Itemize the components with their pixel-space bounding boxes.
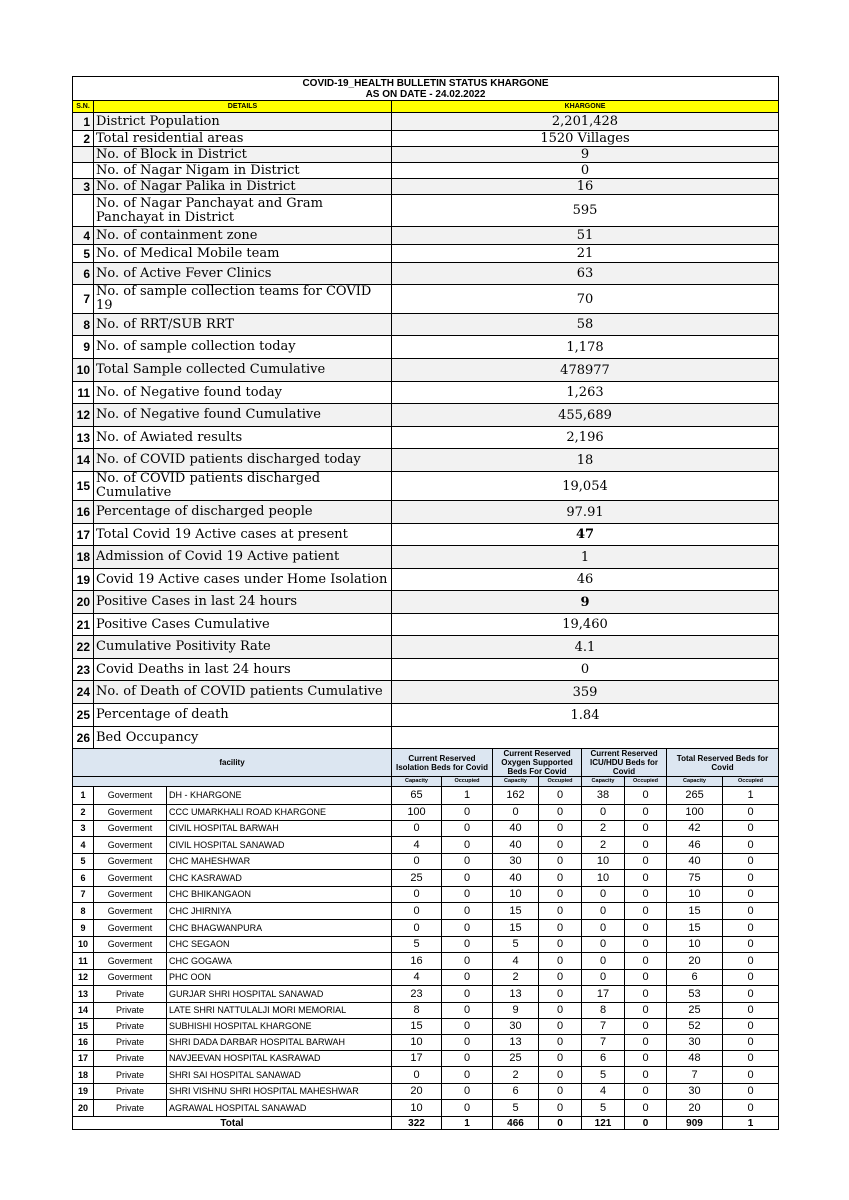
- bed-count: 5: [493, 1100, 539, 1117]
- bed-count: 0: [392, 920, 442, 937]
- bed-count: 0: [442, 837, 493, 854]
- facility-name: SHRI DADA DARBAR HOSPITAL BARWAH: [167, 1035, 392, 1051]
- bed-count: 0: [582, 805, 625, 821]
- bed-count: 17: [582, 986, 625, 1003]
- bed-count: 0: [392, 1067, 442, 1084]
- table-row: [73, 821, 779, 837]
- bed-count: 1: [442, 787, 493, 805]
- bed-count: 0: [442, 903, 493, 920]
- facility-name: SUBHISHI HOSPITAL KHARGONE: [167, 1019, 392, 1035]
- bed-count: 10: [667, 887, 723, 903]
- details-row: 16 Percentage of discharged people 97.91: [73, 501, 779, 524]
- facility-type: Goverment: [94, 787, 167, 805]
- details-row: 6 No. of Active Fever Clinics 63: [73, 263, 779, 285]
- details-row: 15 No. of COVID patients discharged Cumulative 19,054: [73, 472, 779, 501]
- facility-type: Goverment: [94, 887, 167, 903]
- bed-count: 5: [582, 1067, 625, 1084]
- facility-number: 12: [73, 970, 94, 986]
- bed-count: 40: [493, 837, 539, 854]
- bed-count: 0: [582, 903, 625, 920]
- bed-count: 7: [667, 1067, 723, 1084]
- bed-sub-header-row: [73, 777, 779, 787]
- bed-count: 0: [625, 1084, 667, 1100]
- bed-count: 0: [625, 1100, 667, 1117]
- facility-type: Private: [94, 1019, 167, 1035]
- bulletin-details-table: [72, 76, 779, 749]
- facility-type: Goverment: [94, 821, 167, 837]
- oxygen-header: Current Reserved Oxygen Supported Beds For Covid: [493, 749, 582, 777]
- table-row: [73, 787, 779, 805]
- details-row: 20 Positive Cases in last 24 hours 9: [73, 591, 779, 614]
- bulletin-title: COVID-19_HEALTH BULLETIN STATUS KHARGONE: [302, 77, 549, 89]
- details-row: 21 Positive Cases Cumulative 19,460: [73, 614, 779, 636]
- bed-count: 0: [723, 986, 779, 1003]
- bed-count: 6: [667, 970, 723, 986]
- bed-count: 0: [625, 1003, 667, 1019]
- bed-count: 0: [442, 887, 493, 903]
- details-row: 1 District Population 2,201,428: [73, 113, 779, 131]
- bed-count: 0: [539, 805, 582, 821]
- bed-count: 10: [392, 1100, 442, 1117]
- occupied-header: Occupied: [723, 777, 779, 787]
- facility-name: LATE SHRI NATTULALJI MORI MEMORIAL: [167, 1003, 392, 1019]
- bed-count: 0: [723, 821, 779, 837]
- bed-count: 40: [667, 854, 723, 870]
- bed-count: 0: [442, 953, 493, 970]
- facility-type: Private: [94, 986, 167, 1003]
- bed-group-header-row: [73, 749, 779, 777]
- bed-count: 0: [392, 887, 442, 903]
- bed-count: 20: [667, 953, 723, 970]
- bed-count: 30: [493, 1019, 539, 1035]
- bed-count: 0: [539, 870, 582, 887]
- capacity-header: Capacity: [493, 777, 539, 787]
- table-row: [73, 805, 779, 821]
- bed-count: 10: [582, 870, 625, 887]
- bed-count: 0: [625, 986, 667, 1003]
- bed-count: 100: [392, 805, 442, 821]
- bed-count: 0: [442, 854, 493, 870]
- bed-count: 25: [667, 1003, 723, 1019]
- details-row: 14 No. of COVID patients discharged today 18: [73, 449, 779, 472]
- details-row: 4 No. of containment zone 51: [73, 227, 779, 245]
- bed-count: 2: [493, 1067, 539, 1084]
- bed-count: 0: [723, 1035, 779, 1051]
- facility-number: 9: [73, 920, 94, 937]
- bed-count: 40: [493, 870, 539, 887]
- bed-count: 7: [582, 1019, 625, 1035]
- bed-rows: [73, 787, 779, 1117]
- bed-count: 0: [539, 1003, 582, 1019]
- bed-count: 162: [493, 787, 539, 805]
- table-row: [73, 1035, 779, 1051]
- details-row: 24 No. of Death of COVID patients Cumulative 359: [73, 681, 779, 704]
- occupied-header: Occupied: [539, 777, 582, 787]
- bed-count: 2: [493, 970, 539, 986]
- bed-count: 15: [667, 903, 723, 920]
- details-row: 10 Total Sample collected Cumulative 478977: [73, 359, 779, 382]
- bed-count: 0: [625, 854, 667, 870]
- bed-count: 7: [582, 1035, 625, 1051]
- bed-count: 0: [723, 1100, 779, 1117]
- bed-count: 0: [392, 903, 442, 920]
- occupied-header: Occupied: [442, 777, 493, 787]
- bed-count: 65: [392, 787, 442, 805]
- facility-number: 17: [73, 1051, 94, 1067]
- bed-count: 0: [625, 837, 667, 854]
- bed-count: 0: [723, 937, 779, 953]
- bed-count: 52: [667, 1019, 723, 1035]
- district-header: KHARGONE: [392, 101, 779, 113]
- icu-header: Current Reserved ICU/HDU Beds for Covid: [582, 749, 667, 777]
- bulletin-date: AS ON DATE - 24.02.2022: [365, 88, 486, 100]
- facility-type: Private: [94, 1100, 167, 1117]
- bed-count: 4: [582, 1084, 625, 1100]
- bed-count: 0: [442, 1084, 493, 1100]
- table-row: [73, 937, 779, 953]
- bed-count: 0: [723, 1067, 779, 1084]
- bed-count: 0: [442, 821, 493, 837]
- bed-count: 75: [667, 870, 723, 887]
- facility-type: Private: [94, 1051, 167, 1067]
- bed-count: 0: [539, 986, 582, 1003]
- details-row: 2 Total residential areas 1520 Villages: [73, 131, 779, 147]
- bed-count: 265: [667, 787, 723, 805]
- bed-count: 42: [667, 821, 723, 837]
- bed-count: 0: [442, 1019, 493, 1035]
- bed-count: 0: [539, 854, 582, 870]
- bed-count: 17: [392, 1051, 442, 1067]
- column-header-row: [73, 101, 779, 113]
- bed-total-row: Total 322 1 466 0 121 0 909 1: [73, 1117, 779, 1130]
- table-row: [73, 1019, 779, 1035]
- bed-count: 46: [667, 837, 723, 854]
- bed-count: 0: [625, 970, 667, 986]
- bed-count: 0: [582, 970, 625, 986]
- bed-count: 4: [493, 953, 539, 970]
- bed-count: 0: [539, 1067, 582, 1084]
- bed-count: 25: [493, 1051, 539, 1067]
- bed-count: 53: [667, 986, 723, 1003]
- table-row: [73, 986, 779, 1003]
- facility-name: GURJAR SHRI HOSPITAL SANAWAD: [167, 986, 392, 1003]
- bed-count: 0: [723, 854, 779, 870]
- table-row: [73, 1084, 779, 1100]
- bed-count: 0: [539, 920, 582, 937]
- table-row: [73, 870, 779, 887]
- bed-count: 10: [493, 887, 539, 903]
- bed-count: 40: [493, 821, 539, 837]
- bed-count: 0: [442, 1035, 493, 1051]
- facility-number: 19: [73, 1084, 94, 1100]
- bed-count: 8: [392, 1003, 442, 1019]
- table-row: [73, 854, 779, 870]
- table-row: [73, 837, 779, 854]
- facility-type: Goverment: [94, 953, 167, 970]
- bed-count: 5: [493, 937, 539, 953]
- facility-type: Private: [94, 1084, 167, 1100]
- bed-count: 0: [625, 937, 667, 953]
- bed-count: 4: [392, 837, 442, 854]
- bed-count: 0: [442, 1100, 493, 1117]
- details-header: DETAILS: [94, 101, 392, 113]
- bed-count: 0: [625, 821, 667, 837]
- facility-name: CHC JHIRNIYA: [167, 903, 392, 920]
- bed-count: 5: [392, 937, 442, 953]
- bed-count: 0: [539, 821, 582, 837]
- facility-number: 14: [73, 1003, 94, 1019]
- facility-name: CCC UMARKHALI ROAD KHARGONE: [167, 805, 392, 821]
- facility-number: 13: [73, 986, 94, 1003]
- facility-number: 7: [73, 887, 94, 903]
- facility-number: 3: [73, 821, 94, 837]
- bed-count: 0: [625, 953, 667, 970]
- bed-occupancy-table: [72, 748, 779, 1130]
- facility-name: AGRAWAL HOSPITAL SANAWAD: [167, 1100, 392, 1117]
- bed-count: 0: [625, 1067, 667, 1084]
- bed-count: 15: [667, 920, 723, 937]
- facility-name: CIVIL HOSPITAL SANAWAD: [167, 837, 392, 854]
- facility-number: 4: [73, 837, 94, 854]
- details-row: 11 No. of Negative found today 1,263: [73, 382, 779, 404]
- facility-type: Goverment: [94, 970, 167, 986]
- table-row: [73, 953, 779, 970]
- bed-count: 0: [442, 870, 493, 887]
- facility-number: 5: [73, 854, 94, 870]
- bed-count: 20: [392, 1084, 442, 1100]
- bed-count: 0: [723, 1003, 779, 1019]
- facility-number: 1: [73, 787, 94, 805]
- bed-count: 100: [667, 805, 723, 821]
- bed-count: 15: [493, 903, 539, 920]
- facility-number: 18: [73, 1067, 94, 1084]
- facility-number: 20: [73, 1100, 94, 1117]
- bed-count: 15: [493, 920, 539, 937]
- facility-number: 11: [73, 953, 94, 970]
- facility-name: PHC OON: [167, 970, 392, 986]
- facility-number: 16: [73, 1035, 94, 1051]
- facility-number: 15: [73, 1019, 94, 1035]
- bed-count: 0: [582, 887, 625, 903]
- bed-count: 0: [723, 837, 779, 854]
- table-row: [73, 1100, 779, 1117]
- bed-count: 4: [392, 970, 442, 986]
- facility-number: 10: [73, 937, 94, 953]
- facility-number: 2: [73, 805, 94, 821]
- bed-count: 0: [442, 937, 493, 953]
- bed-count: 0: [539, 887, 582, 903]
- details-row: 18 Admission of Covid 19 Active patient 1: [73, 546, 779, 569]
- bed-count: 0: [539, 937, 582, 953]
- facility-name: SHRI VISHNU SHRI HOSPITAL MAHESHWAR: [167, 1084, 392, 1100]
- facility-name: CHC BHAGWANPURA: [167, 920, 392, 937]
- bed-count: 23: [392, 986, 442, 1003]
- details-row: 9 No. of sample collection today 1,178: [73, 336, 779, 359]
- facility-name: CHC MAHESHWAR: [167, 854, 392, 870]
- bed-count: 0: [625, 805, 667, 821]
- details-row: 13 No. of Awiated results 2,196: [73, 427, 779, 449]
- details-row: 23 Covid Deaths in last 24 hours 0: [73, 659, 779, 681]
- bed-count: 0: [625, 887, 667, 903]
- bed-count: 10: [667, 937, 723, 953]
- bed-count: 0: [392, 821, 442, 837]
- bed-count: 0: [723, 1019, 779, 1035]
- bed-count: 5: [582, 1100, 625, 1117]
- details-row: 26 Bed Occupancy: [73, 727, 779, 749]
- details-row: 8 No. of RRT/SUB RRT 58: [73, 314, 779, 336]
- bed-count: 0: [539, 1035, 582, 1051]
- facility-name: SHRI SAI HOSPITAL SANAWAD: [167, 1067, 392, 1084]
- bed-count: 30: [667, 1035, 723, 1051]
- bed-count: 0: [625, 1035, 667, 1051]
- facility-type: Goverment: [94, 920, 167, 937]
- bed-count: 48: [667, 1051, 723, 1067]
- bed-count: 0: [582, 937, 625, 953]
- bed-count: 0: [582, 953, 625, 970]
- facility-number: 8: [73, 903, 94, 920]
- table-row: [73, 970, 779, 986]
- facility-name: CHC SEGAON: [167, 937, 392, 953]
- bed-count: 6: [582, 1051, 625, 1067]
- bed-count: 0: [723, 887, 779, 903]
- facility-type: Private: [94, 1035, 167, 1051]
- bed-count: 25: [392, 870, 442, 887]
- table-row: [73, 1067, 779, 1084]
- facility-type: Goverment: [94, 870, 167, 887]
- bed-count: 2: [582, 821, 625, 837]
- bed-count: 38: [582, 787, 625, 805]
- bed-count: 0: [625, 903, 667, 920]
- health-bulletin-sheet: [72, 76, 778, 1130]
- facility-name: CHC BHIKANGAON: [167, 887, 392, 903]
- details-row: 5 No. of Medical Mobile team 21: [73, 245, 779, 263]
- total-label: Total: [73, 1117, 392, 1130]
- bed-count: 30: [667, 1084, 723, 1100]
- bed-count: 13: [493, 1035, 539, 1051]
- bed-count: 1: [723, 787, 779, 805]
- facility-type: Goverment: [94, 854, 167, 870]
- facility-type: Private: [94, 1003, 167, 1019]
- bed-count: 0: [539, 1100, 582, 1117]
- facility-name: NAVJEEVAN HOSPITAL KASRAWAD: [167, 1051, 392, 1067]
- bed-count: 10: [392, 1035, 442, 1051]
- table-row: [73, 920, 779, 937]
- bed-count: 13: [493, 986, 539, 1003]
- bed-count: 0: [582, 920, 625, 937]
- capacity-header: Capacity: [392, 777, 442, 787]
- details-row: 25 Percentage of death 1.84: [73, 704, 779, 727]
- occupied-header: Occupied: [625, 777, 667, 787]
- bed-count: 0: [625, 870, 667, 887]
- facility-name: CIVIL HOSPITAL BARWAH: [167, 821, 392, 837]
- capacity-header: Capacity: [667, 777, 723, 787]
- bed-count: 20: [667, 1100, 723, 1117]
- bed-count: 0: [625, 1051, 667, 1067]
- bed-count: 0: [539, 1019, 582, 1035]
- table-row: [73, 1003, 779, 1019]
- bed-count: 30: [493, 854, 539, 870]
- bed-count: 0: [442, 1051, 493, 1067]
- bed-count: 0: [539, 837, 582, 854]
- bed-count: 0: [392, 854, 442, 870]
- details-row: 17 Total Covid 19 Active cases at present 47: [73, 524, 779, 546]
- details-row: 22 Cumulative Positivity Rate 4.1: [73, 636, 779, 659]
- bed-count: 0: [539, 970, 582, 986]
- bed-count: 0: [723, 870, 779, 887]
- bed-count: 0: [625, 1019, 667, 1035]
- sn-header: S.N.: [73, 101, 94, 113]
- bed-count: 0: [723, 1051, 779, 1067]
- bed-count: 0: [539, 1084, 582, 1100]
- bed-count: 0: [723, 970, 779, 986]
- bed-count: 0: [539, 787, 582, 805]
- table-row: [73, 903, 779, 920]
- isolation-header: Current Reserved Isolation Beds for Covid: [392, 749, 493, 777]
- bed-count: 0: [539, 953, 582, 970]
- bed-count: 0: [442, 986, 493, 1003]
- bed-count: 0: [442, 1003, 493, 1019]
- bed-count: 0: [625, 787, 667, 805]
- bed-count: 0: [723, 805, 779, 821]
- details-row: 19 Covid 19 Active cases under Home Isolation 46: [73, 569, 779, 591]
- details-row: No. of Block in District 9: [73, 147, 779, 163]
- details-row: No. of Nagar Nigam in District 0: [73, 163, 779, 179]
- table-row: [73, 1051, 779, 1067]
- bed-count: 0: [442, 920, 493, 937]
- bed-count: 0: [442, 970, 493, 986]
- bed-count: 0: [442, 1067, 493, 1084]
- title-row: [73, 77, 779, 101]
- facility-type: Goverment: [94, 937, 167, 953]
- bed-count: 8: [582, 1003, 625, 1019]
- facility-header: facility: [73, 749, 392, 777]
- bed-count: 0: [442, 805, 493, 821]
- bed-count: 0: [723, 1084, 779, 1100]
- bed-count: 0: [493, 805, 539, 821]
- bed-count: 10: [582, 854, 625, 870]
- capacity-header: Capacity: [582, 777, 625, 787]
- total-beds-header: Total Reserved Beds for Covid: [667, 749, 779, 777]
- table-row: [73, 887, 779, 903]
- facility-type: Private: [94, 1067, 167, 1084]
- bed-count: 16: [392, 953, 442, 970]
- details-row: 7 No. of sample collection teams for COVID 19 70: [73, 285, 779, 314]
- facility-type: Goverment: [94, 837, 167, 854]
- bed-count: 0: [723, 920, 779, 937]
- bed-count: 0: [723, 903, 779, 920]
- facility-number: 6: [73, 870, 94, 887]
- bed-count: 2: [582, 837, 625, 854]
- facility-name: CHC GOGAWA: [167, 953, 392, 970]
- facility-type: Goverment: [94, 903, 167, 920]
- bed-count: 0: [539, 1051, 582, 1067]
- facility-name: DH - KHARGONE: [167, 787, 392, 805]
- facility-name: CHC KASRAWAD: [167, 870, 392, 887]
- details-row: 3 No. of Nagar Palika in District 16: [73, 179, 779, 195]
- bed-count: 0: [625, 920, 667, 937]
- bed-count: 0: [723, 953, 779, 970]
- details-row: No. of Nagar Panchayat and Gram Panchayat in District 595: [73, 195, 779, 227]
- bed-count: 9: [493, 1003, 539, 1019]
- facility-type: Goverment: [94, 805, 167, 821]
- details-row: 12 No. of Negative found Cumulative 455,689: [73, 404, 779, 427]
- bed-count: 15: [392, 1019, 442, 1035]
- bed-count: 6: [493, 1084, 539, 1100]
- bed-count: 0: [539, 903, 582, 920]
